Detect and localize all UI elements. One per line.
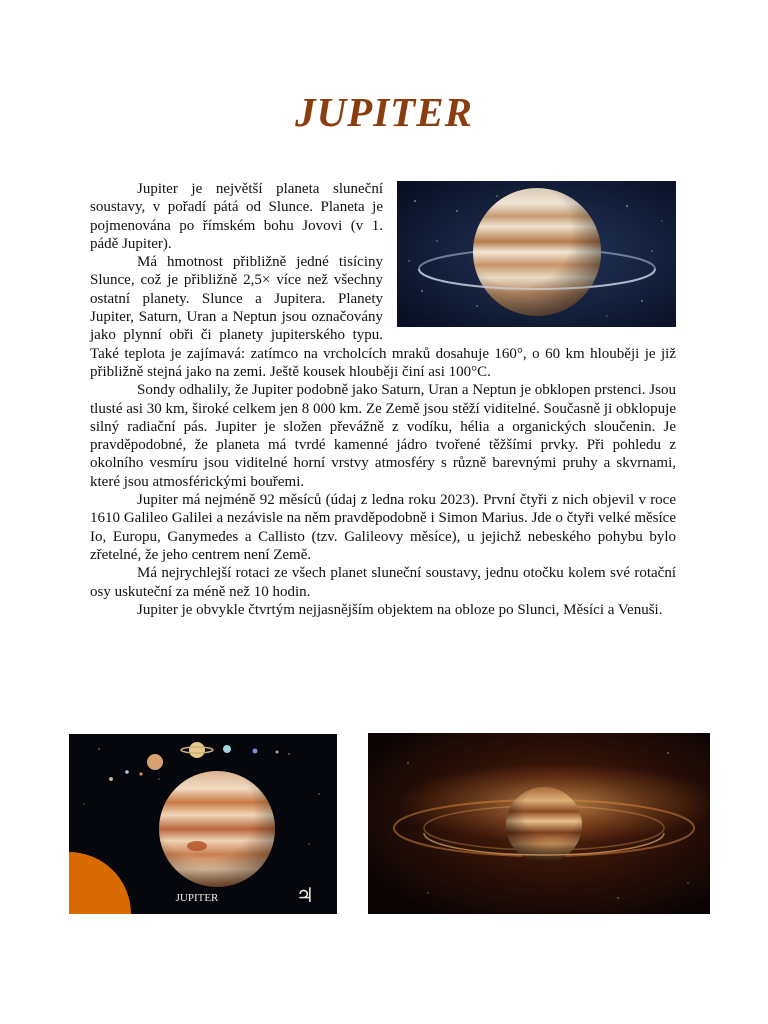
paragraph-2: Má hmotnost přibližně jedné tisíciny Slunce, což je přibližně 2,5× více než všechny ostatní planety. Slunce a Jupitera. Planety Jupiter, Saturn, Uran a Neptun jsou označovány jako plynní obři či planety jupiterského typu. Také teplota je zajímavá: zatímco na vrcholcích mraků dosahuje 160°, o 60 km hlouběji je již přibližně stejná jako na zemi. Ještě kousek hlouběji činí asi 100°C. — [90, 254, 676, 380]
paragraph-6: Jupiter je obvykle čtvrtým nejjasnějším objektem na obloze po Slunci, Měsíci a Venuši. — [137, 601, 663, 618]
glowing-jupiter-image — [368, 733, 710, 914]
jupiter-ring-image — [397, 181, 676, 327]
paragraph-4: Jupiter má nejméně 92 měsíců (údaj z ledna roku 2023). První čtyři z nich objevil v roce 1610 Galileo Galilei a nezávisle na něm pravděpodobně i Simon Marius. Jde o čtyři velké měsíce Io, Europu, Ganymedes a Callisto (tzv. Galileovy měsíce), u jejichž nebeského pohybu bylo zřetelné, že jeho centrem není Země. — [90, 492, 676, 563]
paragraph-1: Jupiter je největší planeta sluneční soustavy, v pořadí pátá od Slunce. Planeta je pojmenována po římském bohu Jovovi (v 1. pádě Jupiter). — [90, 181, 383, 252]
paragraph-5: Má nejrychlejší rotaci ze všech planet sluneční soustavy, jednu otočku kolem své rotační osy uskuteční za méně než 10 hodin. — [90, 565, 676, 600]
solar-system-poster-image — [69, 734, 337, 914]
paragraph-3: Sondy odhalily, že Jupiter podobně jako Saturn, Uran a Neptun je obklopen prstenci. Jsou tlusté asi 30 km, široké celkem jen 8 000 km. Ze Země jsou stěží viditelné. Současně ji obklopuje silný radiační pás. Jupiter je složen převážně z vodíku, hélia a organických sloučenin. Je pravděpodobné, že planeta má tvrdé kamenné jádro tvořené těžšími prvky. Při pohledu z okolního vesmíru jsou viditelné horní vrstvy atmosféry s různě barevnými pruhy a skvrnami, které jsou atmosférickými bouřemi. — [90, 382, 676, 490]
article-body — [90, 180, 676, 619]
page-title: JUPITER — [295, 89, 473, 135]
jupiter-symbol: ♃ — [296, 885, 314, 907]
poster-caption: JUPITER — [175, 892, 219, 904]
